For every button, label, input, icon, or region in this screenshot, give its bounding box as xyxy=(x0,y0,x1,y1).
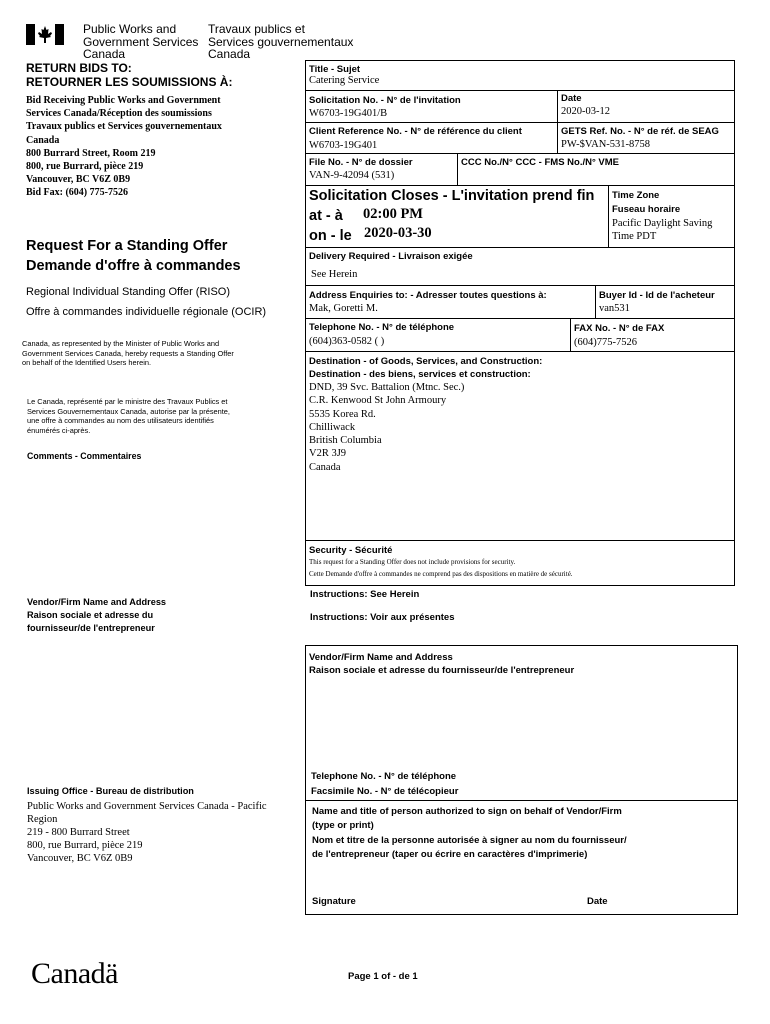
time-zone-value xyxy=(612,217,712,243)
authorized-signer-line: de l'entrepreneur (taper ou écrire en caractères d'imprimerie) xyxy=(312,848,588,860)
client-reference-label: Client Reference No. - N° de référence du client xyxy=(309,126,522,137)
closing-date-value: 2020-03-30 xyxy=(364,225,432,241)
security-text-fr: Cette Demande d'offre à commandes ne comprend pas des dispositions en matière de sécurité. xyxy=(309,570,573,578)
row-divider xyxy=(305,540,735,541)
destination-line: C.R. Kenwood St John Armoury xyxy=(309,395,447,407)
title-value: Catering Service xyxy=(309,75,380,86)
gets-reference-label: GETS Ref. No. - N° de réf. de SEAG xyxy=(561,126,719,137)
row-divider xyxy=(305,90,735,91)
file-number-value: VAN-9-42094 (531) xyxy=(309,170,395,181)
destination-line: V2R 3J9 xyxy=(309,448,347,460)
time-zone-value-line: Pacific Daylight Saving xyxy=(612,218,713,229)
return-bids-line: Canada xyxy=(26,134,60,146)
vendor-facsimile-label: Facsimile No. - N° de télécopieur xyxy=(311,786,459,797)
row-divider xyxy=(305,247,735,248)
col-divider xyxy=(557,90,558,153)
request-paragraph-en xyxy=(22,339,234,368)
col-divider xyxy=(608,185,609,247)
standing-offer-type-fr: Offre à commandes individuelle régionale (OCIR) xyxy=(26,306,267,318)
client-reference-value: W6703-19G401 xyxy=(309,140,378,151)
canada-flag-logo xyxy=(26,24,64,45)
closing-time-value: 02:00 PM xyxy=(363,206,423,222)
page-number: Page 1 of - de 1 xyxy=(348,971,418,982)
issuing-office-line: 800, rue Burrard, pièce 219 xyxy=(27,840,143,851)
destination-label-fr: Destination - des biens, services et construction: xyxy=(309,369,531,380)
destination-line: DND, 39 Svc. Battalion (Mtnc. Sec.) xyxy=(309,382,465,393)
request-paragraph-fr xyxy=(27,397,230,435)
destination-line: Chilliwack xyxy=(309,421,356,433)
file-number-label: File No. - N° de dossier xyxy=(309,157,413,168)
delivery-required-label: Delivery Required - Livraison exigée xyxy=(309,251,473,262)
col-divider xyxy=(595,285,596,318)
buyer-id-label: Buyer Id - Id de l'acheteur xyxy=(599,290,715,301)
return-bids-address xyxy=(26,94,222,200)
vendor-name-label xyxy=(309,651,574,677)
solicitation-closes-label: Solicitation Closes - L'invitation prend fin xyxy=(309,188,595,204)
paragraph-line: une offre à commandes au nom des utilisateurs identifiés xyxy=(27,416,214,426)
dept-en-line: Canada xyxy=(83,47,126,61)
return-bids-title-line: RETURN BIDS TO: xyxy=(26,61,132,75)
fax-value: (604)775-7526 xyxy=(574,337,637,348)
signature-date-label: Date xyxy=(587,896,608,907)
request-title xyxy=(26,236,241,276)
closing-time-label: at - à xyxy=(309,208,343,224)
signature-label: Signature xyxy=(312,896,356,907)
paragraph-line: énumérés ci-après. xyxy=(27,425,91,435)
fax-label: FAX No. - N° de FAX xyxy=(574,323,665,334)
destination-label-en: Destination - of Goods, Services, and Construction: xyxy=(309,356,543,367)
return-bids-line: Bid Receiving Public Works and Government xyxy=(26,95,221,106)
security-text-en: This request for a Standing Offer does not include provisions for security. xyxy=(309,558,516,566)
solicitation-number-value: W6703-19G401/B xyxy=(309,108,388,119)
request-title-en: Request For a Standing Offer xyxy=(26,238,228,254)
instructions-fr: Instructions: Voir aux présentes xyxy=(310,612,455,623)
return-bids-title-line: RETOURNER LES SOUMISSIONS À: xyxy=(26,75,233,89)
address-enquiries-value: Mak, Goretti M. xyxy=(309,303,378,314)
left-vendor-line: Vendor/Firm Name and Address xyxy=(27,597,167,607)
return-bids-line: Vancouver, BC V6Z 0B9 xyxy=(26,174,131,186)
row-divider xyxy=(305,351,735,352)
authorized-signer-line: (type or print) xyxy=(312,820,374,832)
telephone-label: Telephone No. - N° de téléphone xyxy=(309,322,455,333)
destination-address xyxy=(309,381,464,474)
left-vendor-line: fournisseur/de l'entrepreneur xyxy=(27,623,155,634)
security-label: Security - Sécurité xyxy=(309,545,393,556)
row-divider xyxy=(305,800,738,801)
left-vendor-line: Raison sociale et adresse du xyxy=(27,610,154,621)
return-bids-title xyxy=(26,61,232,89)
department-name-fr xyxy=(208,23,353,61)
destination-line: Canada xyxy=(309,461,341,473)
row-divider xyxy=(305,153,735,154)
return-bids-line: Services Canada/Réception des soumissions xyxy=(26,108,212,120)
return-bids-line: 800, rue Burrard, pièce 219 xyxy=(26,161,144,173)
paragraph-line: on behalf of the Identified Users herein. xyxy=(22,358,152,368)
department-name-en xyxy=(83,23,198,61)
destination-label xyxy=(309,355,542,381)
vendor-name-label-fr: Raison sociale et adresse du fournisseur/de l'entrepreneur xyxy=(309,665,575,676)
buyer-id-value: van531 xyxy=(599,303,630,314)
authorized-signer-label xyxy=(312,805,627,862)
return-bids-line: Bid Fax: (604) 775-7526 xyxy=(26,187,128,199)
telephone-value: (604)363-0582 ( ) xyxy=(309,336,385,347)
title-label: Title - Sujet xyxy=(309,64,361,75)
vendor-name-label-en: Vendor/Firm Name and Address xyxy=(309,652,453,663)
row-divider xyxy=(305,122,735,123)
issuing-office-line: Vancouver, BC V6Z 0B9 xyxy=(27,853,133,864)
destination-line: 5535 Korea Rd. xyxy=(309,408,376,420)
destination-line: British Columbia xyxy=(309,435,382,447)
paragraph-line: Services Gouvernementaux Canada, autorise par la présente, xyxy=(27,406,230,416)
dept-fr-line: Travaux publics et xyxy=(208,22,305,36)
return-bids-line: 800 Burrard Street, Room 219 xyxy=(26,147,156,159)
issuing-office-line: Public Works and Government Services Canada - Pacific xyxy=(27,801,267,812)
dept-fr-line: Services gouvernementaux xyxy=(208,34,354,49)
left-vendor-label xyxy=(27,596,166,636)
paragraph-line: Canada, as represented by the Minister of Public Works and xyxy=(22,339,220,348)
solicitation-number-label: Solicitation No. - N° de l'invitation xyxy=(309,95,461,106)
issuing-office-line: 219 - 800 Burrard Street xyxy=(27,827,130,838)
issuing-office-line: Region xyxy=(27,814,58,825)
col-divider xyxy=(570,318,571,351)
paragraph-line: Le Canada, représenté par le ministre des Travaux Publics et xyxy=(27,397,228,406)
time-zone-value-line: Time PDT xyxy=(612,231,657,242)
request-title-fr: Demande d'offre à commandes xyxy=(26,258,241,274)
paragraph-line: Government Services Canada, hereby requests a Standing Offer xyxy=(22,348,234,358)
authorized-signer-line: Name and title of person authorized to sign on behalf of Vendor/Firm xyxy=(312,806,622,817)
standing-offer-type-en: Regional Individual Standing Offer (RISO) xyxy=(26,286,231,298)
row-divider xyxy=(305,318,735,319)
dept-fr-line: Canada xyxy=(208,47,251,61)
issuing-office-label: Issuing Office - Bureau de distribution xyxy=(27,786,194,796)
address-enquiries-label: Address Enquiries to: - Adresser toutes questions à: xyxy=(309,290,547,301)
ccc-number-label: CCC No./N° CCC - FMS No./N° VME xyxy=(461,157,620,168)
row-divider xyxy=(305,185,735,186)
comments-label: Comments - Commentaires xyxy=(27,451,142,461)
authorized-signer-line: Nom et titre de la personne autorisée à signer au nom du fournisseur/ xyxy=(312,834,627,846)
dept-en-line: Government Services xyxy=(83,34,199,49)
vendor-telephone-label: Telephone No. - N° de téléphone xyxy=(311,771,457,782)
time-zone-label xyxy=(612,189,680,217)
dept-en-line: Public Works and xyxy=(83,22,177,36)
time-zone-label-fr: Fuseau horaire xyxy=(612,204,681,215)
return-bids-line: Travaux publics et Services gouvernementaux xyxy=(26,121,222,133)
time-zone-label-en: Time Zone xyxy=(612,190,660,201)
instructions-en: Instructions: See Herein xyxy=(310,589,420,600)
standing-offer-type xyxy=(26,282,266,322)
col-divider xyxy=(457,153,458,185)
date-label: Date xyxy=(561,93,582,104)
closing-date-label: on - le xyxy=(309,228,352,244)
date-value: 2020-03-12 xyxy=(561,106,610,117)
canada-wordmark: Canadä xyxy=(31,957,118,990)
gets-reference-value: PW-$VAN-531-8758 xyxy=(561,139,651,150)
delivery-required-value: See Herein xyxy=(311,269,358,280)
issuing-office-address xyxy=(27,800,267,865)
row-divider xyxy=(305,285,735,286)
